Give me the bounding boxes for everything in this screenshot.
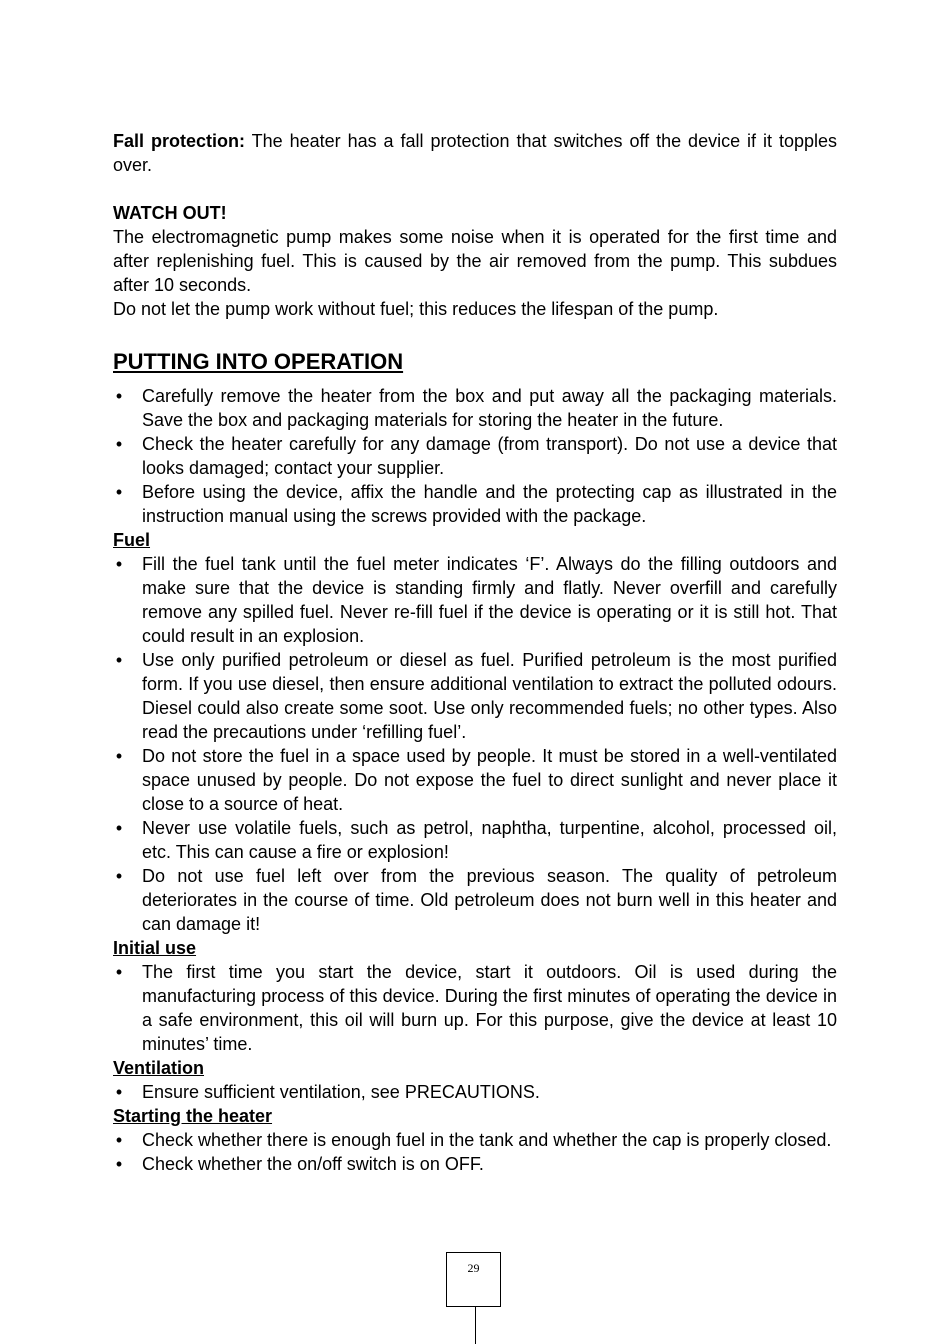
bullet-icon: • (115, 962, 123, 982)
starting-heater-list (113, 1128, 837, 1176)
list-item: • Carefully remove the heater from the box and put away all the packaging materials. Save the box and packaging materials for storing the heater in the future. (113, 384, 837, 432)
page-number: 29 (467, 1261, 480, 1275)
fuel-heading: Fuel (113, 530, 151, 550)
bullet-icon: • (115, 746, 123, 766)
list-item: • Ensure sufficient ventilation, see PRECAUTIONS. (113, 1080, 837, 1104)
list-item: • Check whether there is enough fuel in the tank and whether the cap is properly closed. (113, 1128, 837, 1152)
bullet-icon: • (115, 1154, 123, 1174)
list-item: • Check the heater carefully for any damage (from transport). Do not use a device that looks damaged; contact your supplier. (113, 432, 837, 480)
page-number-connector-line (475, 1307, 476, 1344)
list-item: • Do not store the fuel in a space used by people. It must be stored in a well-ventilated space unused by people. Do not expose the fuel to direct sunlight and never place it close to a source of heat. (113, 744, 837, 816)
initial-use-list (113, 960, 837, 1056)
list-item: • Fill the fuel tank until the fuel meter indicates ‘F’. Always do the filling outdoors and make sure that the device is standing firmly and flatly. Never overfill and carefully remove any spilled fuel. Never re-fill fuel if the device is operating or it is still hot. That could result in an explosion. (113, 552, 837, 648)
bullet-icon: • (115, 434, 123, 454)
list-item: • Never use volatile fuels, such as petrol, naphtha, turpentine, alcohol, processed oil, etc. This can cause a fire or explosion! (113, 816, 837, 864)
initial-use-heading: Initial use (113, 938, 197, 958)
starting-heater-heading: Starting the heater (113, 1106, 273, 1126)
fall-protection-label: Fall protection: (113, 131, 245, 151)
list-item: • Before using the device, affix the handle and the protecting cap as illustrated in the instruction manual using the screws provided with the package. (113, 480, 837, 528)
page-content (113, 129, 837, 1176)
bullet-icon: • (115, 1130, 123, 1150)
page-number-box (446, 1252, 501, 1307)
watch-out-paragraph-1: The electromagnetic pump makes some noise when it is operated for the first time and after replenishing fuel. This is caused by the air removed from the pump. This subdues after 10 seconds. (113, 227, 837, 295)
section-title: PUTTING INTO OPERATION (113, 349, 404, 374)
fall-protection-text: The heater has a fall protection that switches off the device if it topples over. (113, 131, 838, 175)
bullet-icon: • (115, 650, 123, 670)
list-item: • The first time you start the device, start it outdoors. Oil is used during the manufacturing process of this device. During the first minutes of operating the device in a safe environment, this oil will burn up. For this purpose, give the device at least 10 minutes’ time. (113, 960, 837, 1056)
bullet-icon: • (115, 818, 123, 838)
bullet-icon: • (115, 1082, 123, 1102)
ventilation-heading: Ventilation (113, 1058, 205, 1078)
intro-list (113, 384, 837, 528)
list-item: • Use only purified petroleum or diesel as fuel. Purified petroleum is the most purified form. If you use diesel, then ensure additional ventilation to extract the polluted odours. Diesel could also create some soot. Use only recommended fuels; no other types. Also read the precautions under ‘refilling fuel’. (113, 648, 837, 744)
bullet-icon: • (115, 482, 123, 502)
ventilation-list (113, 1080, 837, 1104)
bullet-icon: • (115, 386, 123, 406)
bullet-icon: • (115, 866, 123, 886)
bullet-icon: • (115, 554, 123, 574)
watch-out-paragraph-2: Do not let the pump work without fuel; this reduces the lifespan of the pump. (113, 299, 719, 319)
list-item: • Do not use fuel left over from the previous season. The quality of petroleum deteriorates in the course of time. Old petroleum does not burn well in this heater and can damage it! (113, 864, 837, 936)
fall-protection-paragraph (113, 129, 837, 177)
fuel-list (113, 552, 837, 936)
watch-out-heading: WATCH OUT! (113, 203, 227, 223)
list-item: • Check whether the on/off switch is on OFF. (113, 1152, 837, 1176)
